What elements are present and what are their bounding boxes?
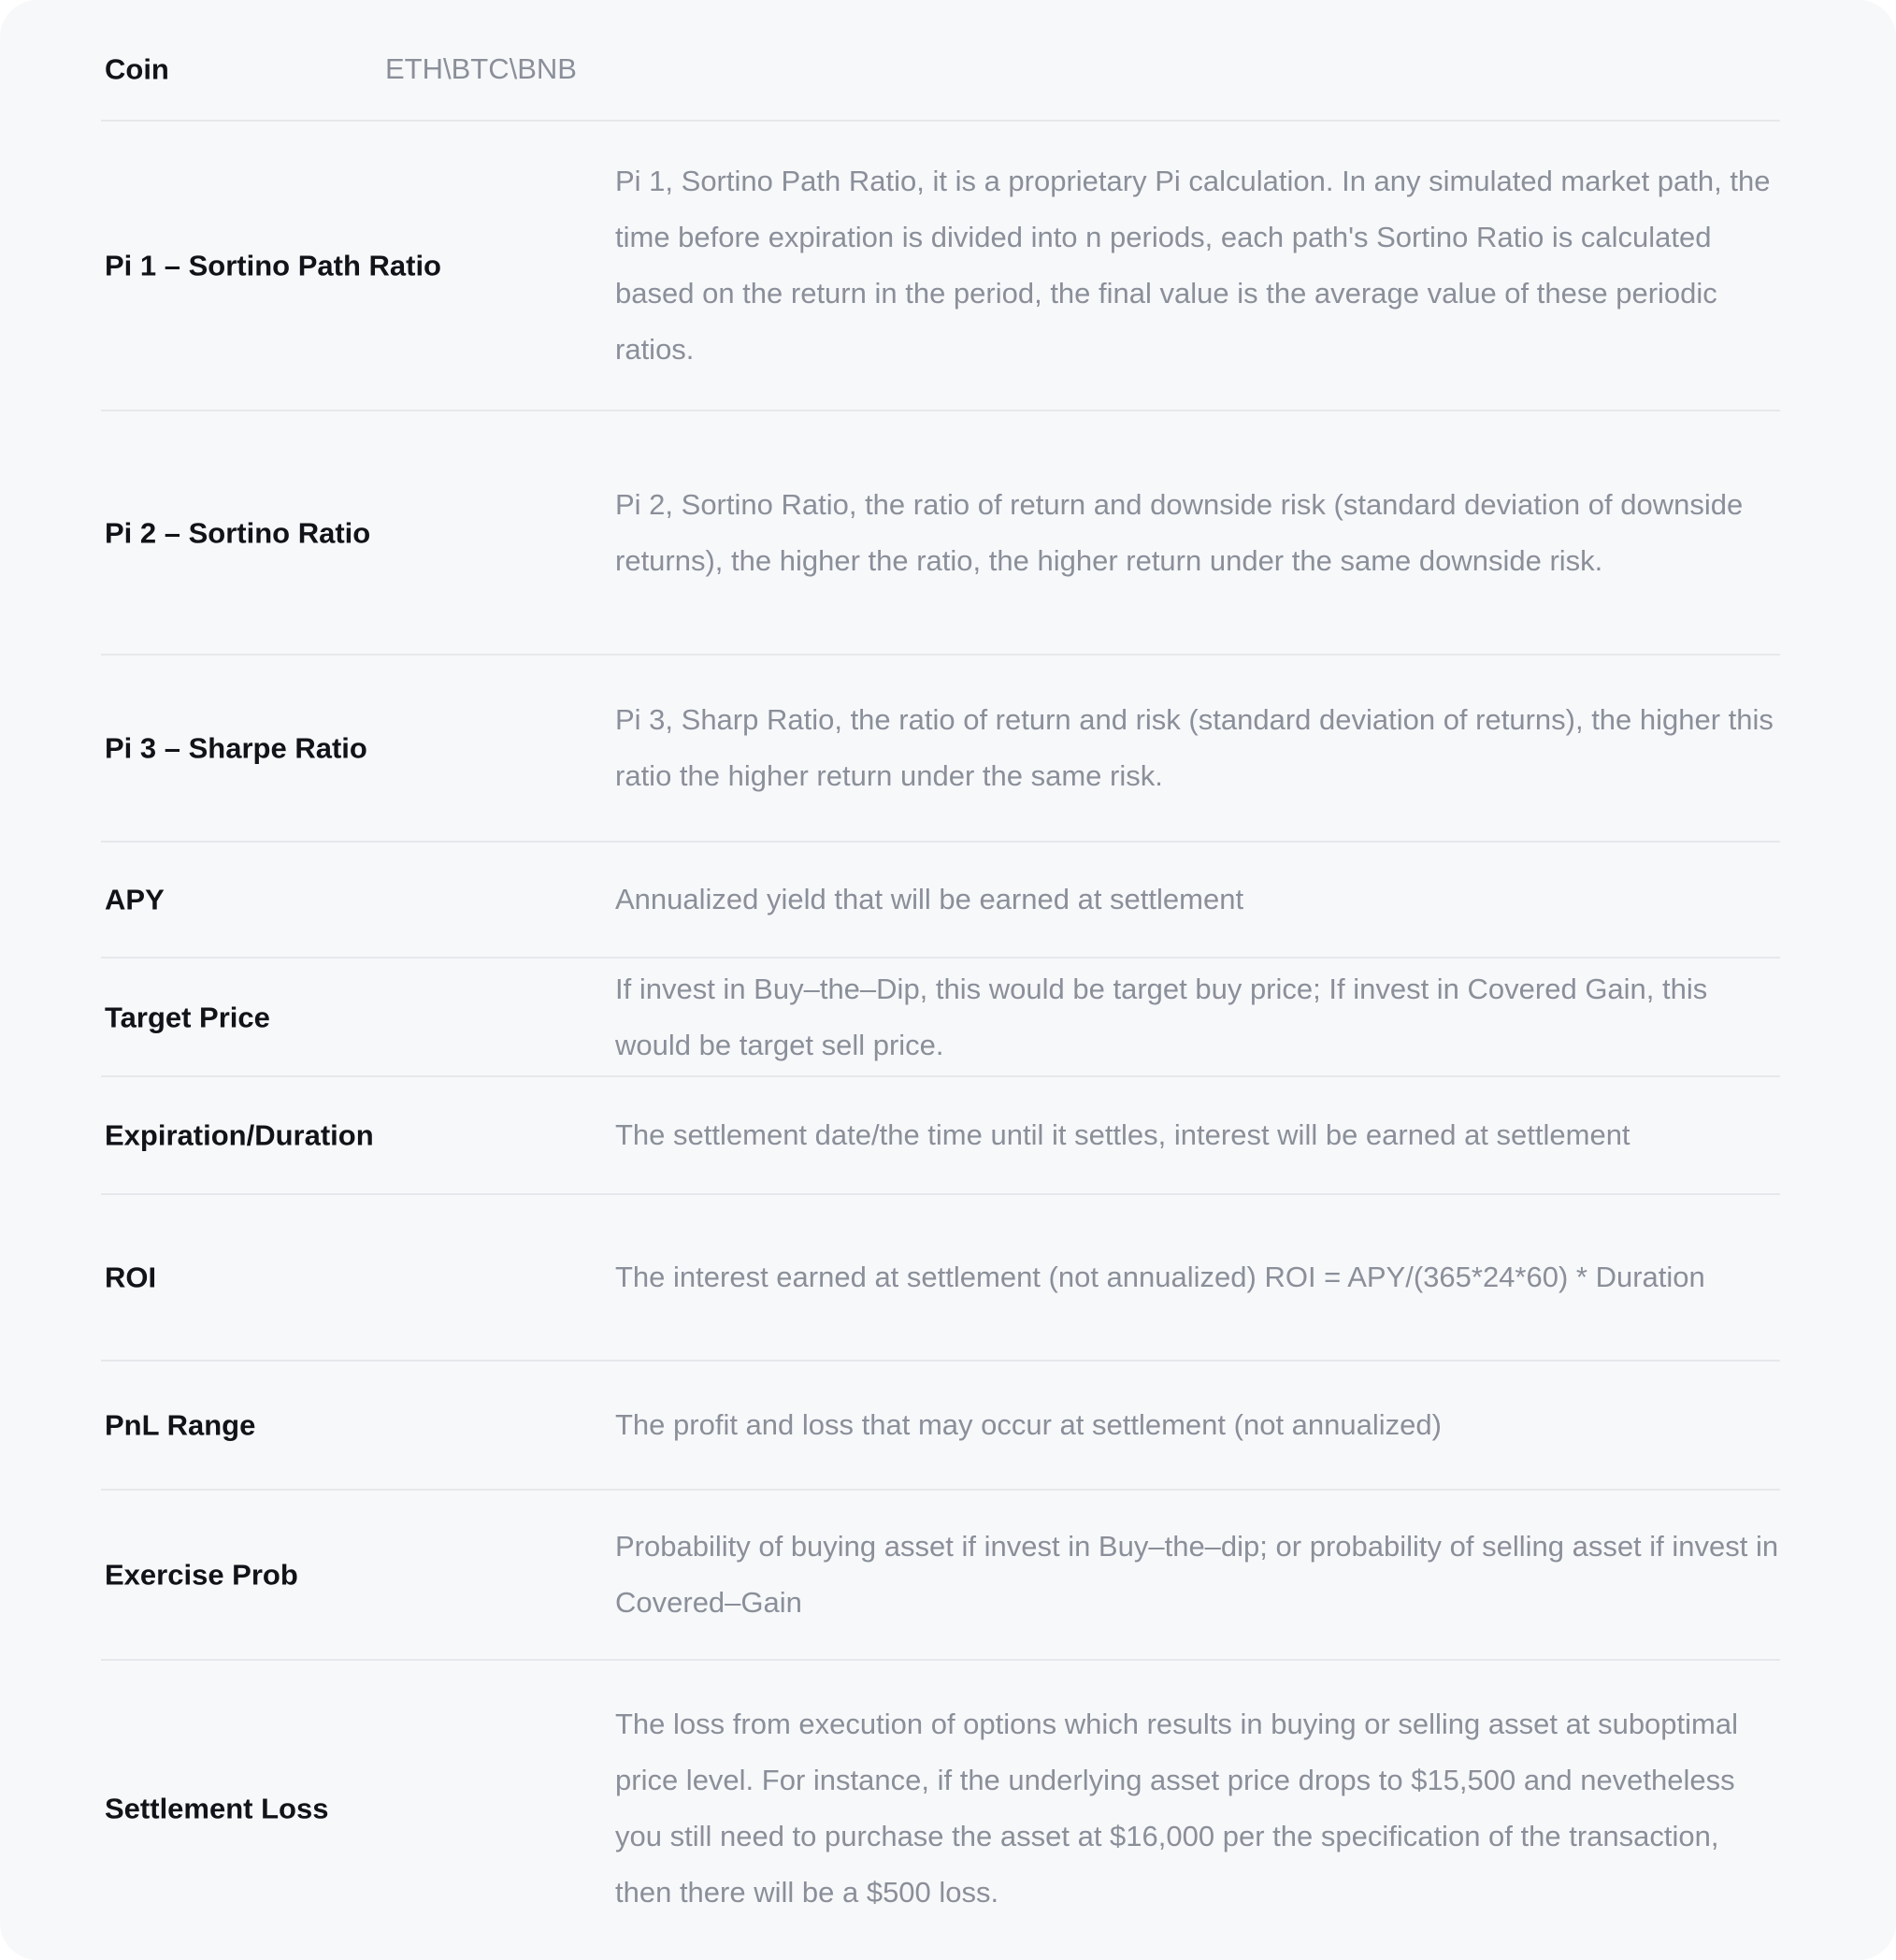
definition-term: Pi 3 – Sharpe Ratio [105, 731, 367, 765]
definition-row [101, 1661, 1780, 1956]
definition-description: Pi 1, Sortino Path Ratio, it is a proprietary Pi calculation. In any simulated market path, the time before expiration is divided into n periods, each path's Sortino Ratio is calculated based on the return in the period, the final value is the average value of these periodic ratios. [615, 165, 1771, 366]
definition-row [101, 843, 1780, 958]
definition-row [101, 958, 1780, 1077]
definition-description: Annualized yield that will be earned at settlement [615, 883, 1244, 915]
definition-description: The profit and loss that may occur at settlement (not annualized) [615, 1408, 1442, 1441]
definition-description: Pi 3, Sharp Ratio, the ratio of return and risk (standard deviation of returns), the higher this ratio the higher return under the same risk. [615, 703, 1774, 792]
definition-row [101, 122, 1780, 411]
definition-term: Target Price [105, 1000, 270, 1033]
definition-term: ROI [105, 1261, 157, 1294]
definition-row [101, 411, 1780, 656]
definition-term: PnL Range [105, 1408, 256, 1442]
coin-row [101, 19, 1780, 122]
coin-value: ETH\BTC\BNB [385, 52, 577, 85]
definition-row [101, 1195, 1780, 1362]
definition-row [101, 656, 1780, 843]
definition-description: The interest earned at settlement (not annualized) ROI = APY/(365*24*60) * Duration [615, 1261, 1705, 1293]
coin-label: Coin [105, 52, 169, 86]
definition-row [101, 1362, 1780, 1491]
definition-description: The settlement date/the time until it settles, interest will be earned at settlement [615, 1118, 1630, 1151]
definition-description: The loss from execution of options which results in buying or selling asset at suboptimal price level. For instance, if the underlying asset price drops to $15,500 and nevetheless you still need to purchase the asset at $16,000 per the specification of the transaction, then there will be a $500 loss. [615, 1708, 1738, 1909]
definition-row [101, 1491, 1780, 1661]
definition-term: Settlement Loss [105, 1792, 329, 1825]
definition-description: Pi 2, Sortino Ratio, the ratio of return and downside risk (standard deviation of downside returns), the higher the ratio, the higher return under the same downside risk. [615, 487, 1744, 577]
definition-term: APY [105, 883, 165, 916]
definition-term: Expiration/Duration [105, 1118, 374, 1152]
definition-term: Pi 2 – Sortino Ratio [105, 515, 371, 549]
definition-description: If invest in Buy–the–Dip, this would be target buy price; If invest in Covered Gain, this would be target sell price. [615, 972, 1708, 1061]
definition-description: Probability of buying asset if invest in Buy–the–dip; or probability of selling asset if invest in Covered–Gain [615, 1530, 1779, 1619]
definition-row [101, 1077, 1780, 1195]
definition-term: Pi 1 – Sortino Path Ratio [105, 249, 441, 282]
definition-term: Exercise Prob [105, 1558, 298, 1592]
